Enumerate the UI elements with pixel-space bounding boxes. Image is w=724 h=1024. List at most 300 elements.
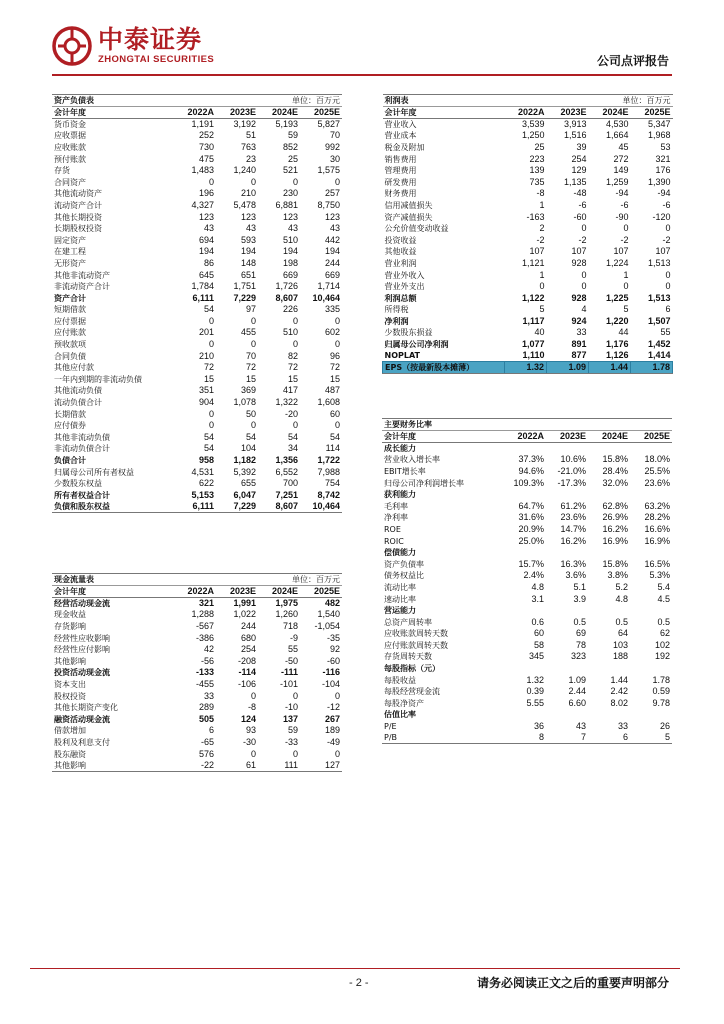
row-value: 223 (529, 153, 545, 164)
row-label: 合同负债 (54, 351, 86, 361)
table-row (383, 327, 673, 339)
row-value: 42 (203, 644, 214, 655)
row-value: 8,742 (317, 489, 340, 500)
row-value: 1,575 (317, 165, 340, 176)
row-value: 1 (539, 199, 545, 210)
row-value: 267 (324, 713, 340, 724)
row-value: 70 (329, 130, 340, 141)
row-value: 669 (324, 269, 340, 280)
row-value: 1.44 (610, 674, 628, 685)
row-value: 6 (588, 732, 630, 744)
row-value: 55 (287, 644, 298, 655)
table-row (52, 119, 342, 131)
balance-sheet-col-label: 会计年度 (52, 107, 174, 119)
row-value: 10,464 (312, 292, 340, 303)
row-value: 289 (198, 702, 214, 713)
row-value: 0.6 (531, 616, 544, 627)
row-label: 应收票据 (54, 131, 86, 141)
row-label: 无形资产 (54, 258, 86, 268)
row-value: 60 (533, 628, 544, 639)
row-value: -48 (573, 188, 587, 199)
row-value: 576 (198, 748, 214, 759)
row-value: 43 (245, 223, 256, 234)
row-label: 净利率 (384, 513, 408, 523)
row-value: 0.5 (615, 616, 628, 627)
income-statement-unit: 单位：百万元 (505, 95, 673, 107)
income-statement-table (382, 94, 673, 374)
row-value: 0 (334, 420, 340, 431)
row-value: 16.3% (560, 558, 586, 569)
row-value: -2 (662, 234, 671, 245)
row-label: 其他长期投资 (54, 212, 102, 222)
row-value: 5,827 (317, 119, 340, 130)
row-value: 34 (287, 443, 298, 454)
row-value: 700 (282, 478, 298, 489)
row-value: 6,111 (174, 501, 216, 513)
row-value: 0 (250, 176, 256, 187)
table-row (382, 512, 672, 524)
row-value: 928 (571, 257, 587, 268)
row-value: 43 (575, 721, 586, 732)
row-label: 其他非流动负债 (54, 432, 110, 442)
row-label: 营业外支出 (384, 282, 425, 292)
row-value: 6,552 (275, 466, 298, 477)
row-label: 少数股东权益 (54, 479, 102, 489)
row-value: 10,464 (300, 501, 342, 513)
row-value: 0 (581, 223, 587, 234)
row-value: 123 (198, 211, 214, 222)
row-value: 602 (324, 327, 340, 338)
table-row (382, 686, 672, 698)
row-value: 1,176 (605, 339, 629, 350)
row-label: 投资活动现金流 (54, 668, 110, 678)
row-value: 189 (324, 725, 340, 736)
row-value: 1.44 (589, 362, 631, 374)
row-value: 107 (571, 246, 587, 257)
year-header: 2025E (300, 107, 342, 119)
table-row (52, 200, 342, 212)
row-value: 16.6% (644, 523, 670, 534)
row-label: 营业收入增长率 (384, 455, 440, 465)
row-value: 244 (240, 620, 256, 631)
row-value: -208 (237, 655, 256, 666)
row-value: 0 (250, 420, 256, 431)
row-value: 53 (660, 141, 671, 152)
year-header: 2023E (216, 586, 258, 598)
row-value: 10.6% (560, 454, 586, 465)
row-value: 210 (240, 188, 256, 199)
row-value: 1,225 (605, 292, 629, 303)
row-label: 负债合计 (54, 456, 86, 466)
row-value: 1,452 (647, 339, 671, 350)
row-value: 26.9% (602, 512, 628, 523)
year-header: 2024E (588, 431, 630, 443)
row-label: 营业外收入 (384, 270, 425, 280)
table-row (383, 153, 673, 165)
row-value: 18.0% (644, 454, 670, 465)
row-value: 1,726 (275, 281, 298, 292)
table-row (52, 397, 342, 409)
row-value: 958 (198, 455, 214, 466)
row-label: 速动比率 (384, 594, 416, 604)
balance-sheet-unit: 单位：百万元 (174, 95, 342, 107)
table-row (52, 362, 342, 374)
row-value: 0 (208, 176, 214, 187)
row-value: 1,991 (233, 598, 256, 609)
row-value: 31.6% (518, 512, 544, 523)
row-value: -60 (573, 211, 587, 222)
row-value: 14.7% (560, 523, 586, 534)
section-row (382, 547, 672, 559)
row-value: 5 (630, 732, 672, 744)
row-value: 78 (575, 639, 586, 650)
row-value: 102 (654, 639, 670, 650)
row-value: 1,077 (521, 339, 545, 350)
row-value: 5,193 (275, 119, 298, 130)
balance-sheet-table (52, 94, 342, 513)
row-value: 4,531 (191, 466, 214, 477)
table-row (52, 490, 342, 502)
row-value: 351 (198, 385, 214, 396)
row-label: 其他影响 (52, 760, 174, 772)
row-value: 3.8% (607, 570, 628, 581)
row-label: 应付票据 (54, 316, 86, 326)
row-value: 475 (198, 153, 214, 164)
row-value: 5.4 (657, 581, 670, 592)
cash-flow-title: 现金流量表 (52, 574, 174, 586)
year-header: 2025E (631, 107, 673, 119)
row-value: 1,126 (605, 350, 629, 361)
row-value: 2.42 (610, 686, 628, 697)
row-value: 1,751 (233, 281, 256, 292)
table-row (383, 176, 673, 188)
row-value: 1.32 (505, 362, 547, 374)
row-label: 营业成本 (384, 131, 417, 141)
row-value: 61 (216, 760, 258, 772)
row-value: 127 (300, 760, 342, 772)
row-value: 43 (329, 223, 340, 234)
row-value: 1,322 (275, 397, 298, 408)
row-label: 总资产周转率 (384, 617, 432, 627)
row-label: 股权投资 (54, 691, 86, 701)
row-value: -133 (195, 667, 214, 678)
table-row (382, 570, 672, 582)
row-label: EPS（按最新股本摊薄） (383, 362, 505, 374)
table-row (52, 690, 342, 702)
row-label: 预收款项 (54, 340, 86, 350)
row-value: -60 (326, 655, 340, 666)
row-label: 净利润 (384, 316, 409, 326)
table-row (52, 176, 342, 188)
row-value: 1.78 (631, 362, 673, 374)
row-value: 8,750 (317, 199, 340, 210)
header-divider (52, 74, 672, 76)
section-row (382, 605, 672, 617)
row-value: 321 (655, 153, 671, 164)
row-value: 7,251 (275, 489, 298, 500)
row-value: 123 (240, 211, 256, 222)
table-row (382, 535, 672, 547)
table-row (383, 188, 673, 200)
row-value: 0 (250, 690, 256, 701)
row-value: 16.2% (602, 523, 628, 534)
row-value: 7 (546, 732, 588, 744)
section-label: 获利能力 (384, 490, 416, 500)
row-value: 59 (287, 130, 298, 141)
row-value: 86 (203, 257, 214, 268)
table-row (52, 211, 342, 223)
row-value: 188 (612, 651, 628, 662)
row-value: -6 (620, 199, 629, 210)
table-row (52, 702, 342, 714)
row-value: 4,530 (605, 119, 629, 130)
row-value: -94 (657, 188, 671, 199)
table-row (52, 466, 342, 478)
row-value: 5,153 (191, 489, 214, 500)
row-value: 992 (324, 141, 340, 152)
table-row (383, 234, 673, 246)
row-value: 257 (324, 188, 340, 199)
table-row (382, 582, 672, 594)
page-header (0, 0, 724, 80)
row-value: -455 (195, 678, 214, 689)
row-value: 15.8% (602, 558, 628, 569)
table-row (52, 269, 342, 281)
row-value: 510 (282, 234, 298, 245)
row-label: 合同资产 (54, 177, 86, 187)
row-label: 融资活动现金流 (54, 714, 110, 724)
row-value: 45 (618, 141, 629, 152)
row-label: 经营性应付影响 (54, 645, 110, 655)
row-value: 1,664 (605, 130, 629, 141)
row-value: 0 (250, 315, 256, 326)
row-value: 4.5 (657, 593, 670, 604)
row-value: -10 (284, 702, 298, 713)
row-label: 财务费用 (384, 189, 417, 199)
row-value: 109.3% (513, 477, 544, 488)
row-value: 1 (623, 269, 629, 280)
row-value: -163 (526, 211, 545, 222)
row-value: -9 (289, 632, 298, 643)
row-value: 15 (287, 373, 298, 384)
row-value: 7,988 (317, 466, 340, 477)
row-label: 税金及附加 (384, 142, 425, 152)
table-row (382, 721, 672, 733)
year-header: 2025E (300, 586, 342, 598)
row-value: 0 (208, 408, 214, 419)
table-row (383, 292, 673, 304)
row-value: 16.5% (644, 558, 670, 569)
row-label: 短期借款 (54, 305, 86, 315)
financial-ratios-table (382, 418, 672, 744)
row-value: 194 (198, 246, 214, 257)
year-header: 2022A (174, 107, 216, 119)
row-label: 每股经营现金流 (384, 687, 440, 697)
row-value: 25 (287, 153, 298, 164)
row-label: 经营性应收影响 (54, 633, 110, 643)
table-row (382, 732, 672, 744)
row-value: 3,192 (233, 119, 256, 130)
row-value: 0 (250, 339, 256, 350)
row-value: 252 (198, 130, 214, 141)
row-value: 0.59 (652, 686, 670, 697)
row-value: 1.32 (526, 674, 544, 685)
table-row (382, 674, 672, 686)
row-value: -22 (174, 760, 216, 772)
row-value: 201 (198, 327, 214, 338)
table-row (52, 748, 342, 760)
brand-logo (52, 26, 214, 66)
disclaimer-text: 请务必阅读正文之后的重要声明部分 (476, 976, 669, 990)
row-value: -2 (620, 234, 629, 245)
table-row (52, 737, 342, 749)
row-value: 0 (665, 269, 671, 280)
table-row (383, 142, 673, 154)
row-value: 0 (292, 315, 298, 326)
row-label: 少数股东损益 (384, 328, 433, 338)
row-value: 54 (203, 304, 214, 315)
row-label: 流动资产合计 (54, 200, 102, 210)
table-row (382, 500, 672, 512)
row-value: 149 (613, 165, 629, 176)
table-row (52, 621, 342, 633)
table-row (52, 760, 342, 772)
table-row (382, 466, 672, 478)
row-label: 营业收入 (384, 120, 417, 130)
row-value: 226 (282, 304, 298, 315)
table-row (382, 454, 672, 466)
row-value: 1,540 (317, 609, 340, 620)
row-value: 417 (282, 385, 298, 396)
row-value: -65 (200, 736, 214, 747)
row-value: 1,022 (233, 609, 256, 620)
row-value: 16.9% (602, 535, 628, 546)
row-value: 1,110 (522, 350, 545, 361)
table-row (383, 211, 673, 223)
row-value: -94 (615, 188, 629, 199)
row-value: 54 (287, 431, 298, 442)
row-value: 6.60 (568, 697, 586, 708)
table-row (52, 432, 342, 444)
table-row (52, 374, 342, 386)
row-value: 5,347 (647, 119, 671, 130)
row-value: 54 (203, 443, 214, 454)
row-label: 归属母公司净利润 (384, 340, 449, 350)
row-value: 15.8% (602, 454, 628, 465)
table-row (382, 628, 672, 640)
row-value: 1,224 (605, 257, 629, 268)
row-label: 资产合计 (54, 293, 86, 303)
table-row (383, 362, 673, 374)
row-value: 44 (618, 327, 629, 338)
row-value: -6 (578, 199, 587, 210)
section-row (382, 663, 672, 675)
year-header: 2023E (547, 107, 589, 119)
row-label: 研发费用 (384, 177, 417, 187)
row-value: 521 (282, 165, 298, 176)
row-value: 194 (282, 246, 298, 257)
table-row (383, 130, 673, 142)
row-label: 应付账款 (54, 328, 86, 338)
row-label: 应付账款周转天数 (384, 640, 448, 650)
row-value: 33 (203, 690, 214, 701)
row-value: 7,229 (233, 292, 256, 303)
ratios-col-label: 会计年度 (382, 431, 504, 443)
row-value: -30 (242, 736, 256, 747)
row-value: 487 (324, 385, 340, 396)
row-label: 股东融资 (54, 749, 86, 759)
row-value: -20 (284, 408, 298, 419)
table-row (383, 339, 673, 351)
row-value: 64 (617, 628, 628, 639)
row-value: 63.2% (644, 500, 670, 511)
year-header: 2024E (258, 586, 300, 598)
table-row (382, 524, 672, 536)
table-row (52, 188, 342, 200)
row-label: 债务权益比 (384, 571, 424, 581)
row-value: 1,182 (233, 455, 256, 466)
row-value: 2.4% (523, 570, 544, 581)
row-label: 长期借款 (54, 409, 86, 419)
balance-sheet-title: 资产负债表 (52, 95, 174, 107)
row-value: 1,122 (521, 292, 545, 303)
row-value: 23 (245, 153, 256, 164)
section-label: 成长能力 (384, 444, 416, 454)
row-value: 510 (282, 327, 298, 338)
row-value: 50 (245, 408, 256, 419)
row-value: 192 (654, 651, 670, 662)
row-value: 43 (287, 223, 298, 234)
table-row (52, 385, 342, 397)
year-header: 2023E (546, 431, 588, 443)
row-value: 96 (329, 350, 340, 361)
row-value: 51 (245, 130, 256, 141)
table-row (52, 281, 342, 293)
row-value: 123 (282, 211, 298, 222)
row-value: -90 (615, 211, 629, 222)
row-value: 505 (198, 713, 214, 724)
row-value: 1.09 (547, 362, 589, 374)
row-value: 54 (245, 431, 256, 442)
row-label: 应收账款周转天数 (384, 629, 448, 639)
row-value: 1 (539, 269, 545, 280)
row-value: 33 (617, 721, 628, 732)
row-value: 93 (245, 725, 256, 736)
row-label: 毛利率 (384, 501, 408, 511)
row-value: 730 (198, 141, 214, 152)
row-value: 30 (329, 153, 340, 164)
year-header: 2022A (504, 431, 546, 443)
table-row (52, 443, 342, 455)
table-row (382, 698, 672, 710)
row-value: 8,607 (258, 501, 300, 513)
row-value: 928 (571, 292, 587, 303)
row-value: 3,913 (563, 119, 587, 130)
row-value: 680 (240, 632, 256, 643)
row-label: 每股净资产 (384, 698, 424, 708)
row-label: 所得税 (384, 305, 409, 315)
row-label: 现金收益 (54, 610, 86, 620)
row-value: 1,390 (647, 176, 671, 187)
row-value: 0 (292, 420, 298, 431)
row-label: 管理费用 (384, 166, 417, 176)
row-label: EBIT增长率 (384, 466, 426, 476)
row-value: 23.6% (644, 477, 670, 488)
row-label: 资产减值损失 (384, 212, 433, 222)
table-row (52, 350, 342, 362)
row-value: 5.2 (615, 581, 628, 592)
year-header: 2022A (505, 107, 547, 119)
